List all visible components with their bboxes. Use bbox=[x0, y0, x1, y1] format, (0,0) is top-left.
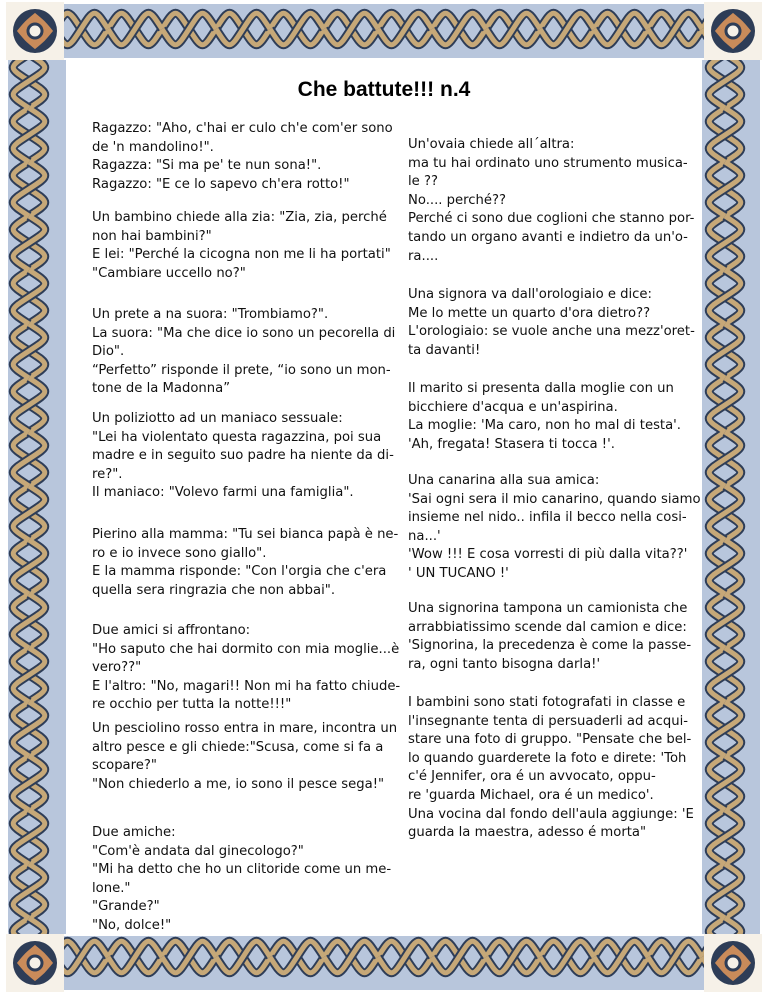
border-left bbox=[8, 60, 66, 934]
joke-block bbox=[408, 694, 694, 843]
joke-line: tando un organo avanti e indietro da un'o- bbox=[408, 229, 688, 245]
joke-line: Perché ci sono due coglioni che stanno por- bbox=[408, 211, 695, 227]
joke-line: arrabbiatissimo scende dal camion e dice: bbox=[408, 619, 687, 635]
joke-line: "Ho saputo che hai dormito con mia moglie...è bbox=[92, 641, 400, 657]
joke-line: tone de la Madonna” bbox=[92, 381, 231, 397]
joke-line: Pierino alla mamma: "Tu sei bianca papà è ne- bbox=[92, 527, 399, 542]
joke-line: Il marito si presenta dalla moglie con un bbox=[408, 381, 674, 396]
joke-line: Ragazzo: "E ce lo sapevo ch'era rotto!" bbox=[92, 176, 350, 192]
joke-line: Un poliziotto ad un maniaco sessuale: bbox=[92, 411, 343, 426]
joke-line: Il maniaco: "Volevo farmi una famiglia". bbox=[92, 485, 354, 501]
joke-line: E la mamma risponde: "Con l'orgia che c'era bbox=[92, 564, 387, 580]
joke-block bbox=[408, 600, 692, 674]
joke-line: ro e io invece sono giallo". bbox=[92, 545, 267, 561]
joke-line: c'é Jennifer, ora é un avvocato, oppu- bbox=[408, 769, 656, 785]
joke-line: lone." bbox=[92, 880, 131, 896]
joke-line: ' UN TUCANO !' bbox=[408, 565, 509, 581]
joke-line: na...' bbox=[408, 528, 441, 544]
joke-line: le ?? bbox=[408, 174, 438, 190]
border-top bbox=[58, 4, 710, 58]
joke-line: Una canarina alla sua amica: bbox=[408, 473, 600, 488]
joke-block bbox=[92, 120, 393, 194]
joke-line: ta davanti! bbox=[408, 342, 481, 358]
joke-line: No.... perché?? bbox=[408, 192, 506, 208]
joke-line: 'Ah, fregata! Stasera ti tocca !'. bbox=[408, 436, 615, 452]
joke-line: Una vocina dal fondo dell'aula aggiunge: 'E bbox=[408, 806, 694, 822]
joke-line: bicchiere d'acqua e un'aspirina. bbox=[408, 399, 618, 415]
joke-line: L'orologiaio: se vuole anche una mezz'oret- bbox=[408, 324, 695, 340]
joke-block bbox=[92, 824, 390, 936]
joke-line: La suora: "Ma che dice io sono un pecorella di bbox=[92, 325, 396, 341]
joke-line: quella sera ringrazia che non abbai". bbox=[92, 582, 336, 598]
joke-line: Un'ovaia chiede all´altra: bbox=[408, 137, 575, 152]
joke-line: "Grande?" bbox=[92, 899, 160, 915]
page-title: Che battute!!! n.4 bbox=[297, 78, 471, 101]
joke-line: "Mi ha detto che ho un clitoride come un me- bbox=[92, 862, 392, 878]
joke-line: E lei: "Perché la cicogna non me li ha portati" bbox=[92, 247, 391, 263]
joke-line: vero??" bbox=[92, 660, 142, 676]
joke-line: Una signora va dall'orologiaio e dice: bbox=[408, 287, 652, 302]
joke-block bbox=[92, 306, 396, 399]
joke-line: "Com'è andata dal ginecologo?" bbox=[92, 843, 304, 859]
joke-line: Ragazzo: "Aho, c'hai er culo ch'e com'er sono bbox=[92, 121, 393, 136]
border-right bbox=[702, 60, 760, 934]
joke-line: ra, ogni tanto bisogna darla!' bbox=[408, 656, 601, 672]
joke-line: Un pesciolino rosso entra in mare, incontra un bbox=[92, 721, 398, 736]
joke-line: Me lo mette un quarto d'ora dietro?? bbox=[408, 305, 651, 321]
joke-line: "Non chiederlo a me, io sono il pesce sega!" bbox=[92, 776, 385, 792]
joke-line: stare una foto di gruppo. "Pensate che bel- bbox=[408, 732, 692, 748]
joke-line: “Perfetto” risponde il prete, “io sono un mon- bbox=[92, 362, 391, 378]
corner-ornament-top-left bbox=[6, 2, 64, 60]
joke-line: re?". bbox=[92, 466, 123, 482]
joke-line: Ragazza: "Si ma pe' te nun sona!". bbox=[92, 158, 322, 174]
joke-line: l'insegnante tenta di persuaderli ad acqui- bbox=[408, 713, 689, 729]
joke-line: Un prete a na suora: "Trombiamo?". bbox=[92, 307, 329, 322]
joke-line: de 'n mandolino!". bbox=[92, 139, 214, 155]
joke-line: non hai bambini?" bbox=[92, 228, 212, 244]
joke-block bbox=[92, 209, 390, 283]
joke-line: Un bambino chiede alla zia: "Zia, zia, perché bbox=[92, 210, 387, 225]
joke-line: scopare?" bbox=[92, 758, 157, 774]
joke-block bbox=[92, 410, 394, 503]
joke-line: 'Signorina, la precedenza è come la passe- bbox=[408, 638, 692, 654]
joke-line: ma tu hai ordinato uno strumento musica- bbox=[408, 155, 688, 171]
joke-line: ra.... bbox=[408, 248, 439, 264]
joke-line: "Cambiare uccello no?" bbox=[92, 265, 246, 281]
joke-line: I bambini sono stati fotografati in classe e bbox=[408, 695, 686, 710]
joke-block bbox=[92, 720, 398, 794]
joke-block bbox=[408, 472, 701, 584]
joke-line: madre e in seguito suo padre ha niente da di- bbox=[92, 448, 394, 464]
corner-ornament-bottom-right bbox=[704, 934, 762, 992]
joke-line: Due amici si affrontano: bbox=[92, 623, 251, 638]
joke-line: Due amiche: bbox=[92, 825, 176, 840]
joke-line: Dio". bbox=[92, 344, 125, 360]
joke-line: La moglie: 'Ma caro, non ho mal di testa'. bbox=[408, 418, 682, 434]
joke-line: guarda la maestra, adesso é morta" bbox=[408, 825, 647, 841]
joke-line: 'Wow !!! E cosa vorresti di più dalla vita??' bbox=[408, 547, 688, 563]
joke-line: lo quando guarderete la foto e direte: 'Toh bbox=[408, 750, 687, 766]
joke-line: re occhio per tutta la notte!!!" bbox=[92, 697, 292, 713]
joke-block bbox=[92, 622, 401, 715]
joke-line: 'Sai ogni sera il mio canarino, quando siamo bbox=[408, 491, 701, 507]
joke-block bbox=[408, 286, 695, 360]
joke-line: insieme nel nido.. infila il becco nella cosi- bbox=[408, 510, 687, 526]
joke-block bbox=[92, 526, 399, 600]
corner-ornament-top-right bbox=[704, 2, 762, 60]
joke-line: "Lei ha violentato questa ragazzina, poi sua bbox=[92, 429, 382, 445]
joke-block bbox=[408, 136, 695, 266]
joke-block bbox=[408, 380, 680, 454]
page-content bbox=[70, 60, 701, 934]
joke-line: altro pesce e gli chiede:"Scusa, come si fa a bbox=[92, 739, 384, 755]
border-bottom bbox=[58, 936, 710, 990]
joke-line: Una signorina tampona un camionista che bbox=[408, 601, 688, 616]
joke-line: E l'altro: "No, magari!! Non mi ha fatto chiude- bbox=[92, 678, 401, 694]
joke-line: re 'guarda Michael, ora é un medico'. bbox=[408, 787, 654, 803]
corner-ornament-bottom-left bbox=[6, 934, 64, 992]
joke-line: "No, dolce!" bbox=[92, 917, 172, 933]
